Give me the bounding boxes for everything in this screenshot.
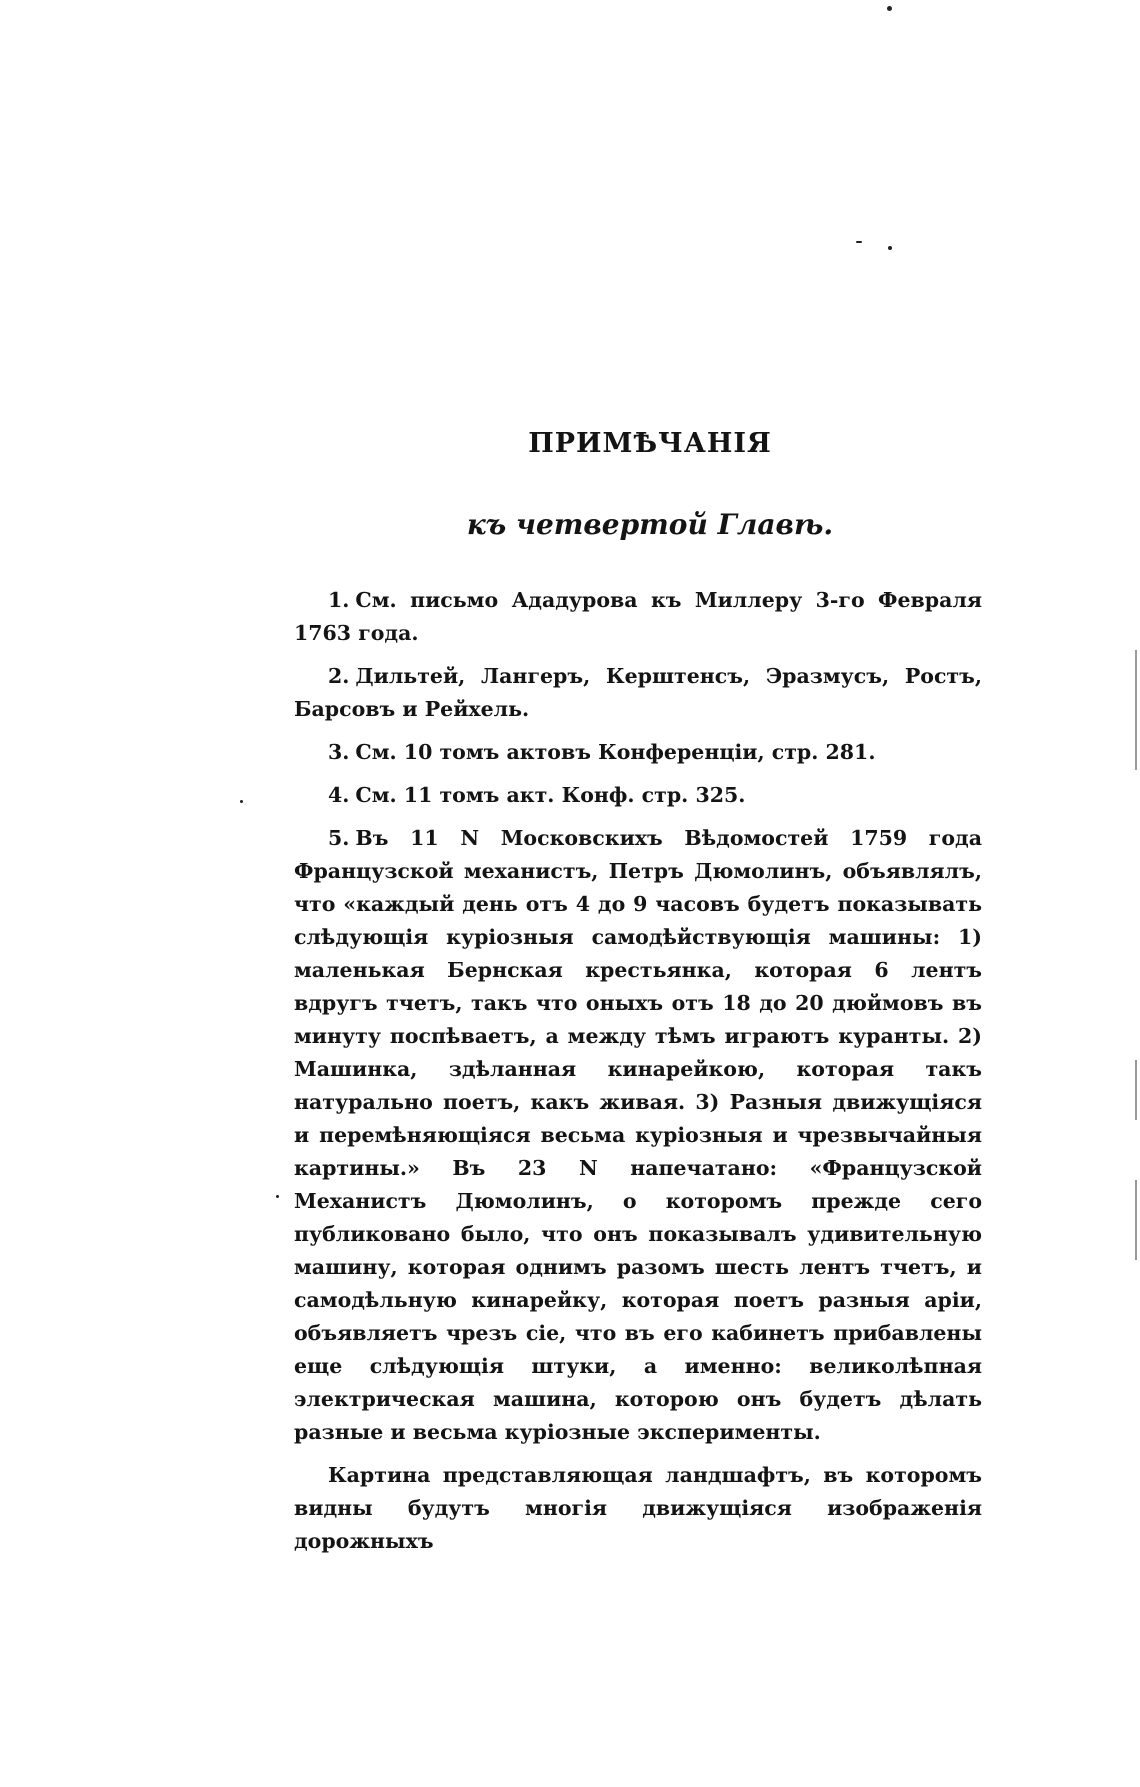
notes-list [294, 584, 982, 1568]
scan-speck [276, 1195, 279, 1198]
note-item [294, 779, 982, 812]
chapter-subtitle: къ четвертой Главѣ. [466, 508, 834, 541]
scan-edge-mark [1135, 1180, 1137, 1260]
scan-speck [856, 241, 862, 243]
note-text: См. письмо Ададурова къ Миллеру 3-го Февраля 1763 года. [294, 588, 982, 645]
note-item [294, 822, 982, 1449]
scan-edge-mark [1135, 650, 1137, 770]
note-text: Въ 11 N Московскихъ Вѣдомостей 1759 года Французской механистъ, Петръ Дюмолинъ, объявлялъ, что «каждый день отъ 4 до 9 часовъ будетъ показывать слѣдующія куріозныя самодѣйствующія машины: 1) маленькая Бернская крестьянка, которая 6 лентъ вдругъ тчетъ, такъ что оныхъ отъ 18 до 20 дюймовъ въ минуту поспѣваетъ, а между тѣмъ играютъ куранты. 2) Машинка, здѣланная кинарейкою, которая такъ натурально поетъ, какъ живая. 3) Разныя движущіяся и перемѣняющіяся весьма куріозныя и чрезвычайныя картины.» Въ 23 N напечатано: «Французской Механистъ Дюмолинъ, о которомъ прежде сего публиковано было, что онъ показывалъ удивительную машину, которая однимъ разомъ шесть лентъ тчетъ, и самодѣльную кинарейку, которая поетъ разныя аріи, объявляетъ чрезъ сіе, что въ его кабинетъ прибавлены еще слѣдующія штуки, а именно: великолѣпная электрическая машина, которою онъ будетъ дѣлать разные и весьма куріозные эксперименты. [294, 826, 982, 1444]
note-number: 3. [328, 740, 350, 764]
note-number: 2. [328, 664, 350, 688]
note-item [294, 660, 982, 726]
note-text: См. 10 томъ актовъ Конференціи, стр. 281. [355, 740, 876, 764]
note-number: 1. [328, 588, 350, 612]
note-number: 5. [328, 826, 350, 850]
note-text: Картина представляющая ландшафтъ, въ которомъ видны будутъ многія движущіяся изображенія дорожныхъ [294, 1463, 982, 1553]
note-text: См. 11 томъ акт. Конф. стр. 325. [355, 783, 746, 807]
note-item [294, 736, 982, 769]
scan-speck [888, 246, 892, 250]
page-title: ПРИМѢЧАНІЯ [528, 428, 772, 459]
scan-speck [887, 6, 892, 11]
scan-speck [240, 800, 243, 803]
note-continuation [294, 1459, 982, 1558]
note-number: 4. [328, 783, 350, 807]
note-text: Дильтей, Лангеръ, Керштенсъ, Эразмусъ, Ростъ, Барсовъ и Рейхель. [294, 664, 982, 721]
scan-edge-mark [1135, 1060, 1137, 1120]
note-item [294, 584, 982, 650]
